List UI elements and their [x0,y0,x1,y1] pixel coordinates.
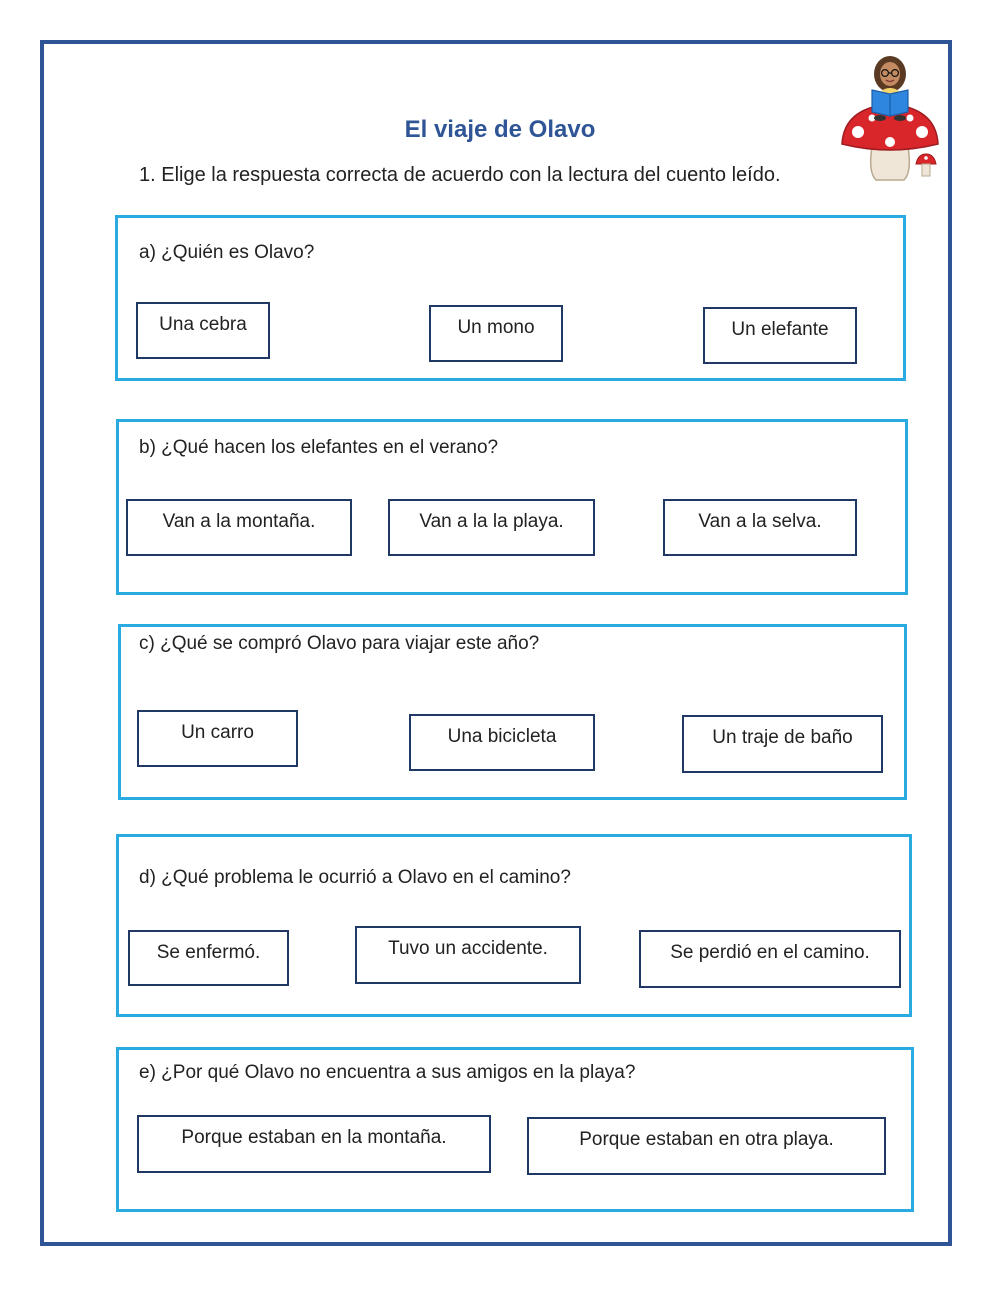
question-c-text: c) ¿Qué se compró Olavo para viajar este año? [139,633,540,654]
option-label: Tuvo un accidente. [388,938,548,959]
question-d-text: d) ¿Qué problema le ocurrió a Olavo en el camino? [139,867,571,888]
option-d-2[interactable] [355,926,581,984]
option-a-1[interactable] [136,302,270,359]
option-a-3[interactable] [703,307,857,364]
option-label: Porque estaban en la montaña. [181,1127,447,1148]
question-e-text: e) ¿Por qué Olavo no encuentra a sus amigos en la playa? [139,1062,636,1083]
option-c-2[interactable] [409,714,595,771]
option-d-3[interactable] [639,930,901,988]
option-label: Porque estaban en otra playa. [579,1129,834,1150]
option-label: Un traje de baño [712,727,853,748]
question-a-text: a) ¿Quién es Olavo? [139,242,315,263]
option-label: Van a la selva. [698,511,822,532]
question-b-text: b) ¿Qué hacen los elefantes en el verano? [139,437,499,458]
option-b-1[interactable] [126,499,352,556]
option-b-3[interactable] [663,499,857,556]
option-b-2[interactable] [388,499,595,556]
option-label: Un carro [181,722,254,743]
option-d-1[interactable] [128,930,289,986]
option-label: Se perdió en el camino. [670,942,870,963]
page-title: El viaje de Olavo [404,116,596,143]
option-label: Se enfermó. [156,942,261,963]
option-e-2[interactable] [527,1117,886,1175]
option-c-1[interactable] [137,710,298,767]
option-a-2[interactable] [429,305,563,362]
option-label: Un elefante [731,319,829,340]
option-label: Van a la montaña. [162,511,316,532]
option-label: Van a la la playa. [419,511,564,532]
option-label: Una bicicleta [447,726,557,747]
option-label: Un mono [457,317,535,338]
option-e-1[interactable] [137,1115,491,1173]
option-label: Una cebra [159,314,247,335]
option-c-3[interactable] [682,715,883,773]
instruction-text: 1. Elige la respuesta correcta de acuerdo con la lectura del cuento leído. [139,164,781,186]
